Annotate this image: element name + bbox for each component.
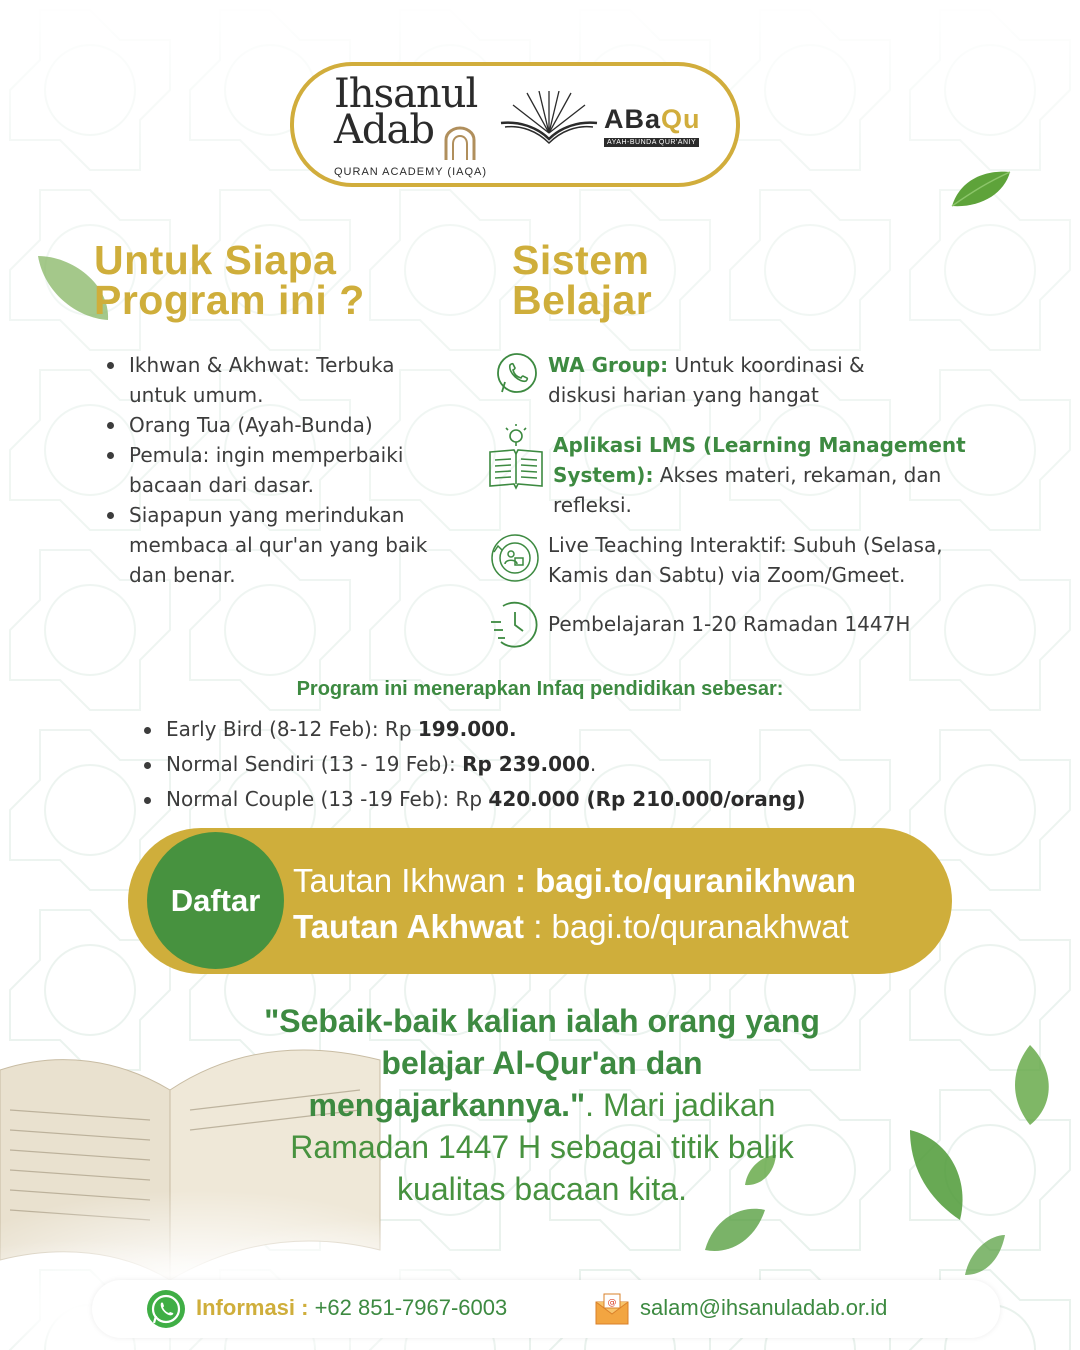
akhwat-link-row: Tautan Akhwat : bagi.to/quranakhwat [293, 908, 849, 945]
price-list [142, 712, 805, 817]
akhwat-link[interactable]: bagi.to/quranakhwat [551, 908, 849, 945]
email-icon [594, 1292, 630, 1326]
register-button[interactable]: Daftar [147, 832, 284, 969]
open-book-lightbulb-icon [488, 422, 544, 490]
price-item: Normal Sendiri (13 - 19 Feb): Rp 239.000. [142, 747, 805, 782]
whatsapp-icon [146, 1289, 186, 1329]
svg-text:@: @ [607, 1298, 617, 1308]
list-item: Orang Tua (Ayah-Bunda) [105, 410, 435, 440]
leaf-icon [948, 168, 1014, 210]
leaf-icon [1000, 1040, 1060, 1130]
contact-footer [92, 1280, 1000, 1338]
live-teaching-item: Live Teaching Interaktif: Subuh (Selasa, Kamis dan Sabtu) via Zoom/Gmeet. [548, 533, 943, 587]
audience-list [105, 350, 435, 590]
list-item: Ikhwan & Akhwat: Terbuka untuk umum. [105, 350, 435, 410]
list-item: Siapapun yang merindukan membaca al qur'an yang baik dan benar. [105, 500, 435, 590]
list-item: Pemula: ingin memperbaiki bacaan dari dasar. [105, 440, 435, 500]
logo-banner [290, 62, 740, 187]
price-item: Early Bird (8-12 Feb): Rp 199.000. [142, 712, 805, 747]
leaf-icon [960, 1230, 1010, 1280]
leaf-icon [900, 1120, 980, 1230]
arch-icon [442, 126, 478, 162]
ikhwan-link-row: Tautan Ikhwan : bagi.to/quranikhwan [293, 862, 856, 899]
live-teaching-icon [489, 532, 541, 584]
quote-text: "Sebaik-baik kalian ialah orang yang belajar Al-Qur'an dan mengajarkannya.". Mari jadikan Ramadan 1447 H sebagai titik balik kualitas bacaan kita. [264, 1003, 820, 1207]
clock-icon [489, 598, 541, 650]
lms-item: Aplikasi LMS (Learning Management System): Akses materi, rekaman, dan refleksi. [553, 433, 966, 517]
price-item: Normal Couple (13 -19 Feb): Rp 420.000 (Rp 210.000/orang) [142, 782, 805, 817]
phone-contact: Informasi : +62 851-7967-6003 [196, 1295, 508, 1320]
price-title: Program ini menerapkan Infaq pendidikan sebesar: [296, 678, 784, 700]
open-book-icon [499, 91, 599, 153]
ihsanul-adab-subtitle: QURAN ACADEMY (IAQA) [334, 166, 488, 178]
audience-heading: Untuk Siapa Program ini ? [94, 237, 365, 323]
system-heading: Sistem Belajar [512, 237, 653, 323]
schedule-item: Pembelajaran 1-20 Ramadan 1447H [548, 612, 911, 636]
abaqu-subtitle: AYAH-BUNDA QUR'ANIY [604, 138, 699, 147]
abaqu-logo: ABaQu [604, 104, 701, 134]
email-contact[interactable]: salam@ihsanuladab.or.id [640, 1295, 888, 1320]
wa-group-item: WA Group: Untuk koordinasi & diskusi harian yang hangat [548, 353, 865, 407]
whatsapp-icon [494, 351, 540, 397]
ikhwan-link[interactable]: bagi.to/quranikhwan [535, 862, 856, 899]
ihsanul-adab-logo: Ihsanul Adab [334, 71, 478, 153]
